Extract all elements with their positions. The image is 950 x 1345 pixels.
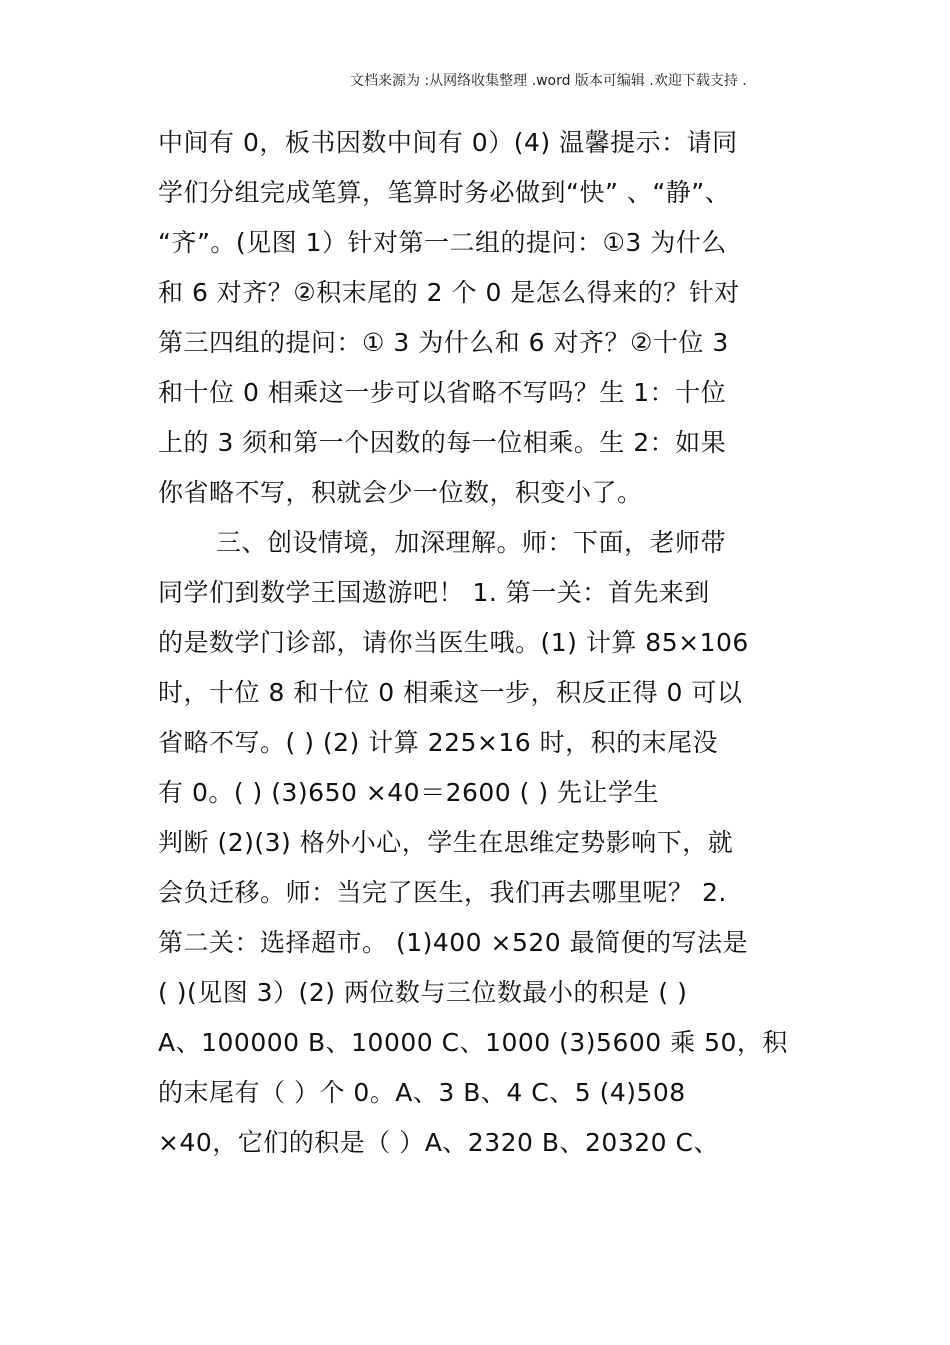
text-line: 有 0。( ) (3)650 ×40＝2600 ( ) 先让学生 (158, 778, 660, 807)
text-line: “齐”。(见图 1）针对第一二组的提问：①3 为什么 (158, 228, 727, 257)
text-line: 上的 3 须和第一个因数的每一位相乘。生 2：如果 (158, 428, 727, 457)
text-line: ×40，它们的积是（ ）A、2320 B、20320 C、 (158, 1128, 719, 1157)
text-line: 会负迁移。师：当完了医生，我们再去哪里呢？ 2. (158, 878, 727, 907)
text-line: 的末尾有（ ）个 0。A、3 B、4 C、5 (4)508 (158, 1078, 686, 1107)
section-heading-line: 三、创设情境，加深理解。师：下面，老师带 (216, 528, 727, 557)
text-line: 时，十位 8 和十位 0 相乘这一步，积反正得 0 可以 (158, 678, 743, 707)
text-line: ( )(见图 3）(2) 两位数与三位数最小的积是 ( ) (158, 978, 688, 1007)
text-line: 判断 (2)(3) 格外小心，学生在思维定势影响下，就 (158, 828, 734, 857)
text-line: 和 6 对齐？②积末尾的 2 个 0 是怎么得来的？针对 (158, 278, 740, 307)
document-body (158, 118, 808, 1168)
text-line: 的是数学门诊部，请你当医生哦。(1) 计算 85×106 (158, 628, 749, 657)
text-line: 你省略不写，积就会少一位数，积变小了。 (158, 478, 643, 507)
text-line: 中间有 0，板书因数中间有 0）(4) 温馨提示：请同 (158, 128, 738, 157)
text-line: A、100000 B、10000 C、1000 (3)5600 乘 50，积 (158, 1028, 788, 1057)
text-line: 同学们到数学王国遨游吧！ 1. 第一关：首先来到 (158, 578, 710, 607)
text-line: 学们分组完成笔算，笔算时务必做到“快” 、“静”、 (158, 178, 731, 207)
text-line: 省略不写。( ) (2) 计算 225×16 时，积的末尾没 (158, 728, 719, 757)
text-line: 第二关：选择超市。 (1)400 ×520 最简便的写法是 (158, 928, 749, 957)
text-line: 第三四组的提问：① 3 为什么和 6 对齐？②十位 3 (158, 328, 729, 357)
document-source-header: 文档来源为 :从网络收集整理 .word 版本可编辑 .欢迎下载支持 . (350, 73, 747, 89)
text-line: 和十位 0 相乘这一步可以省略不写吗？生 1：十位 (158, 378, 727, 407)
